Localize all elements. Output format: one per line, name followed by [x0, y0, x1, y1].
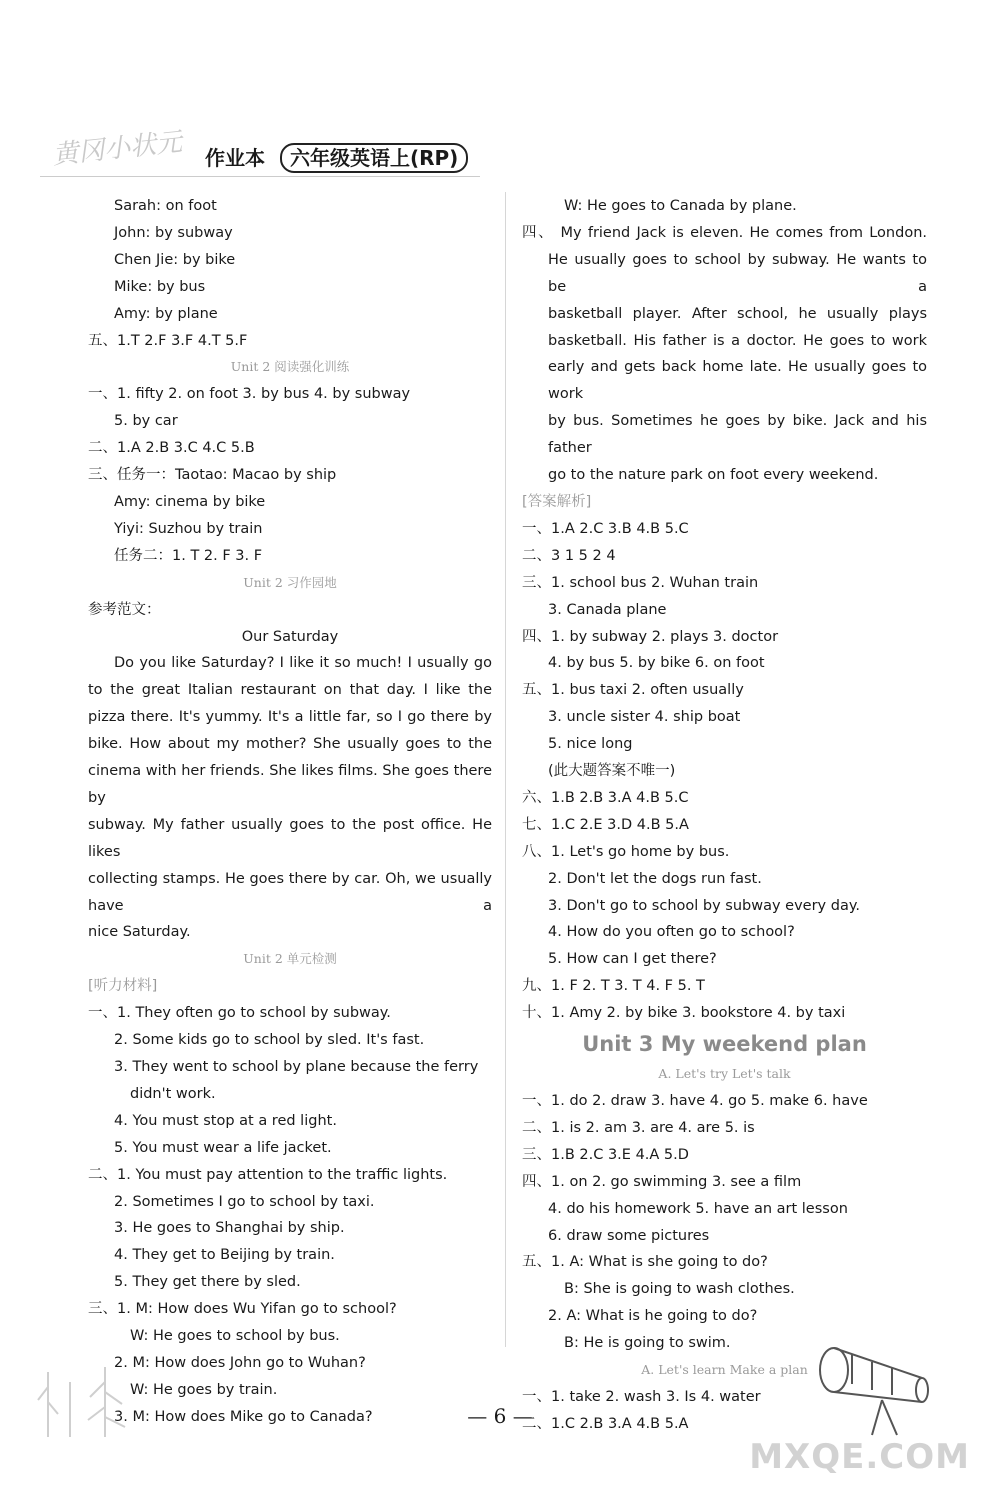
left-line: 3. M: How does Mike go to Canada?: [114, 1408, 373, 1425]
right-line: basketball player. After school, he usually plays: [548, 305, 927, 322]
right-line: early and gets back home late. He usually goes to work: [548, 359, 927, 403]
left-line: cinema with her friends. She likes films. She goes there by: [88, 763, 492, 806]
right-line: [答案解析]: [522, 493, 592, 510]
left-line: 4. You must stop at a red light.: [114, 1112, 337, 1129]
left-line: Unit 2 阅读强化训练: [230, 359, 350, 375]
right-line: 一、1. do 2. draw 3. have 4. go 5. make 6. have: [522, 1093, 868, 1109]
column-divider: [505, 192, 506, 1347]
right-line: 二、3 1 5 2 4: [522, 547, 616, 564]
left-line: Sarah: on foot: [114, 198, 217, 214]
left-line: 三、任务一：Taotao: Macao by ship: [88, 467, 337, 484]
left-line: 二、1.A 2.B 3.C 4.C 5.B: [88, 440, 255, 457]
right-line: 2. Don't let the dogs run fast.: [548, 870, 762, 887]
right-line: 三、1.B 2.C 3.E 4.A 5.D: [522, 1146, 689, 1163]
right-line: 一、1.A 2.C 3.B 4.B 5.C: [522, 520, 689, 537]
left-line: pizza there. It's yummy. It's a little far, so I go there by: [88, 709, 492, 726]
left-line: to the great Italian restaurant on that day. I like the: [88, 682, 492, 699]
left-line: Amy: cinema by bike: [114, 493, 266, 510]
left-line: subway. My father usually goes to the post office. He likes: [88, 816, 492, 860]
right-line: 三、1. school bus 2. Wuhan train: [522, 574, 759, 591]
left-line: 2. Sometimes I go to school by taxi.: [114, 1193, 375, 1210]
right-line: go to the nature park on foot every weekend.: [548, 467, 879, 484]
right-line: 四、1. by subway 2. plays 3. doctor: [522, 628, 779, 645]
header-grade: 六年级英语上(RP): [280, 143, 468, 173]
left-line: 3. They went to school by plane because the ferry: [114, 1059, 479, 1075]
left-line: 2. Some kids go to school by sled. It's fast.: [114, 1032, 425, 1049]
right-line: 四、1. on 2. go swimming 3. see a film: [522, 1173, 802, 1190]
left-line: 参考范文：: [88, 601, 161, 618]
right-line: 二、1. is 2. am 3. are 4. are 5. is: [522, 1119, 755, 1136]
right-line: 5. How can I get there?: [548, 951, 717, 968]
header-title: 作业本: [205, 146, 265, 170]
right-line: Unit 3 My weekend plan: [582, 1032, 867, 1057]
brand-logo: 黄冈小状元: [51, 127, 184, 171]
right-line: 6. draw some pictures: [548, 1227, 710, 1244]
left-line: Mike: by bus: [114, 278, 206, 295]
right-line: 3. uncle sister 4. ship boat: [548, 709, 741, 726]
left-line: 3. He goes to Shanghai by ship.: [114, 1220, 345, 1237]
right-line: basketball. His father is a doctor. He goes to work: [548, 332, 927, 349]
left-line: didn't work.: [130, 1085, 216, 1102]
page-header: [205, 142, 468, 171]
left-line: Yiyi: Suzhou by train: [114, 520, 263, 537]
right-line: 2. A: What is he going to do?: [548, 1308, 758, 1325]
right-line: 七、1.C 2.E 3.D 4.B 5.A: [522, 816, 689, 833]
right-line: (此大题答案不唯一): [548, 763, 676, 780]
right-line: 四、 My friend Jack is eleven. He comes from London.: [522, 224, 927, 241]
left-column: [88, 193, 492, 1431]
right-line: 3. Canada plane: [548, 601, 667, 618]
right-line: 九、1. F 2. T 3. T 4. F 5. T: [522, 978, 705, 995]
right-line: 3. Don't go to school by subway every day.: [548, 897, 860, 914]
header-rule: [40, 176, 480, 177]
left-line: 5. by car: [114, 413, 178, 430]
left-line: bike. How about my mother? She usually goes to the: [88, 736, 492, 753]
left-line: 一、1. They often go to school by subway.: [88, 1005, 391, 1022]
right-line: 4. do his homework 5. have an art lesson: [548, 1200, 848, 1217]
right-line: W: He goes to Canada by plane.: [564, 198, 797, 214]
left-line: Amy: by plane: [114, 305, 218, 322]
left-line: 4. They get to Beijing by train.: [114, 1247, 335, 1264]
left-line: 5. They get there by sled.: [114, 1274, 301, 1291]
right-line: 五、1. A: What is she going to do?: [522, 1254, 768, 1271]
left-line: Chen Jie: by bike: [114, 251, 236, 268]
right-line: 六、1.B 2.B 3.A 4.B 5.C: [522, 789, 689, 806]
right-line: 4. by bus 5. by bike 6. on foot: [548, 655, 765, 672]
right-line: B: He is going to swim.: [564, 1335, 731, 1352]
left-line: nice Saturday.: [88, 924, 191, 941]
left-line: 5. You must wear a life jacket.: [114, 1139, 332, 1156]
right-line: 五、1. bus taxi 2. often usually: [522, 682, 744, 699]
left-line: Do you like Saturday? I like it so much! I usually go: [114, 655, 492, 672]
right-line: 4. How do you often go to school?: [548, 924, 795, 941]
left-line: 任务二：1. T 2. F 3. F: [114, 547, 263, 564]
right-line: 5. nice long: [548, 736, 633, 753]
page-number: — 6 —: [467, 1404, 533, 1428]
left-line: [听力材料]: [88, 978, 158, 995]
right-line: by bus. Sometimes he goes by bike. Jack and his father: [548, 413, 927, 457]
watermark: MXQE.COM: [749, 1437, 970, 1477]
left-line: 2. M: How does John go to Wuhan?: [114, 1354, 366, 1371]
right-line: B: She is going to wash clothes.: [564, 1281, 795, 1298]
right-line: 八、1. Let's go home by bus.: [522, 843, 730, 860]
right-line: 二、1.C 2.B 3.A 4.B 5.A: [522, 1415, 689, 1432]
right-column: [522, 193, 927, 1438]
left-line: Unit 2 单元检测: [243, 951, 337, 967]
left-line: John: by subway: [114, 224, 233, 241]
left-line: collecting stamps. He goes there by car. Oh, we usually have a: [88, 870, 492, 914]
left-line: W: He goes by train.: [130, 1381, 278, 1398]
left-line: Our Saturday: [241, 628, 339, 645]
left-line: W: He goes to school by bus.: [130, 1328, 340, 1345]
right-line: He usually goes to school by subway. He wants to be a: [548, 251, 927, 295]
right-line: 一、1. take 2. wash 3. Is 4. water: [522, 1388, 761, 1405]
left-line: 二、1. You must pay attention to the traffic lights.: [88, 1166, 448, 1183]
left-line: 一、1. fifty 2. on foot 3. by bus 4. by subway: [88, 386, 411, 403]
right-line: 十、1. Amy 2. by bike 3. bookstore 4. by taxi: [522, 1005, 846, 1022]
left-line: 五、1.T 2.F 3.F 4.T 5.F: [88, 332, 248, 349]
left-line: Unit 2 习作园地: [243, 574, 337, 590]
right-line: A. Let's try Let's talk: [658, 1066, 791, 1082]
left-line: 三、1. M: How does Wu Yifan go to school?: [88, 1301, 397, 1318]
grass-decoration-icon: [30, 1362, 150, 1442]
right-line: A. Let's learn Make a plan: [641, 1362, 808, 1378]
